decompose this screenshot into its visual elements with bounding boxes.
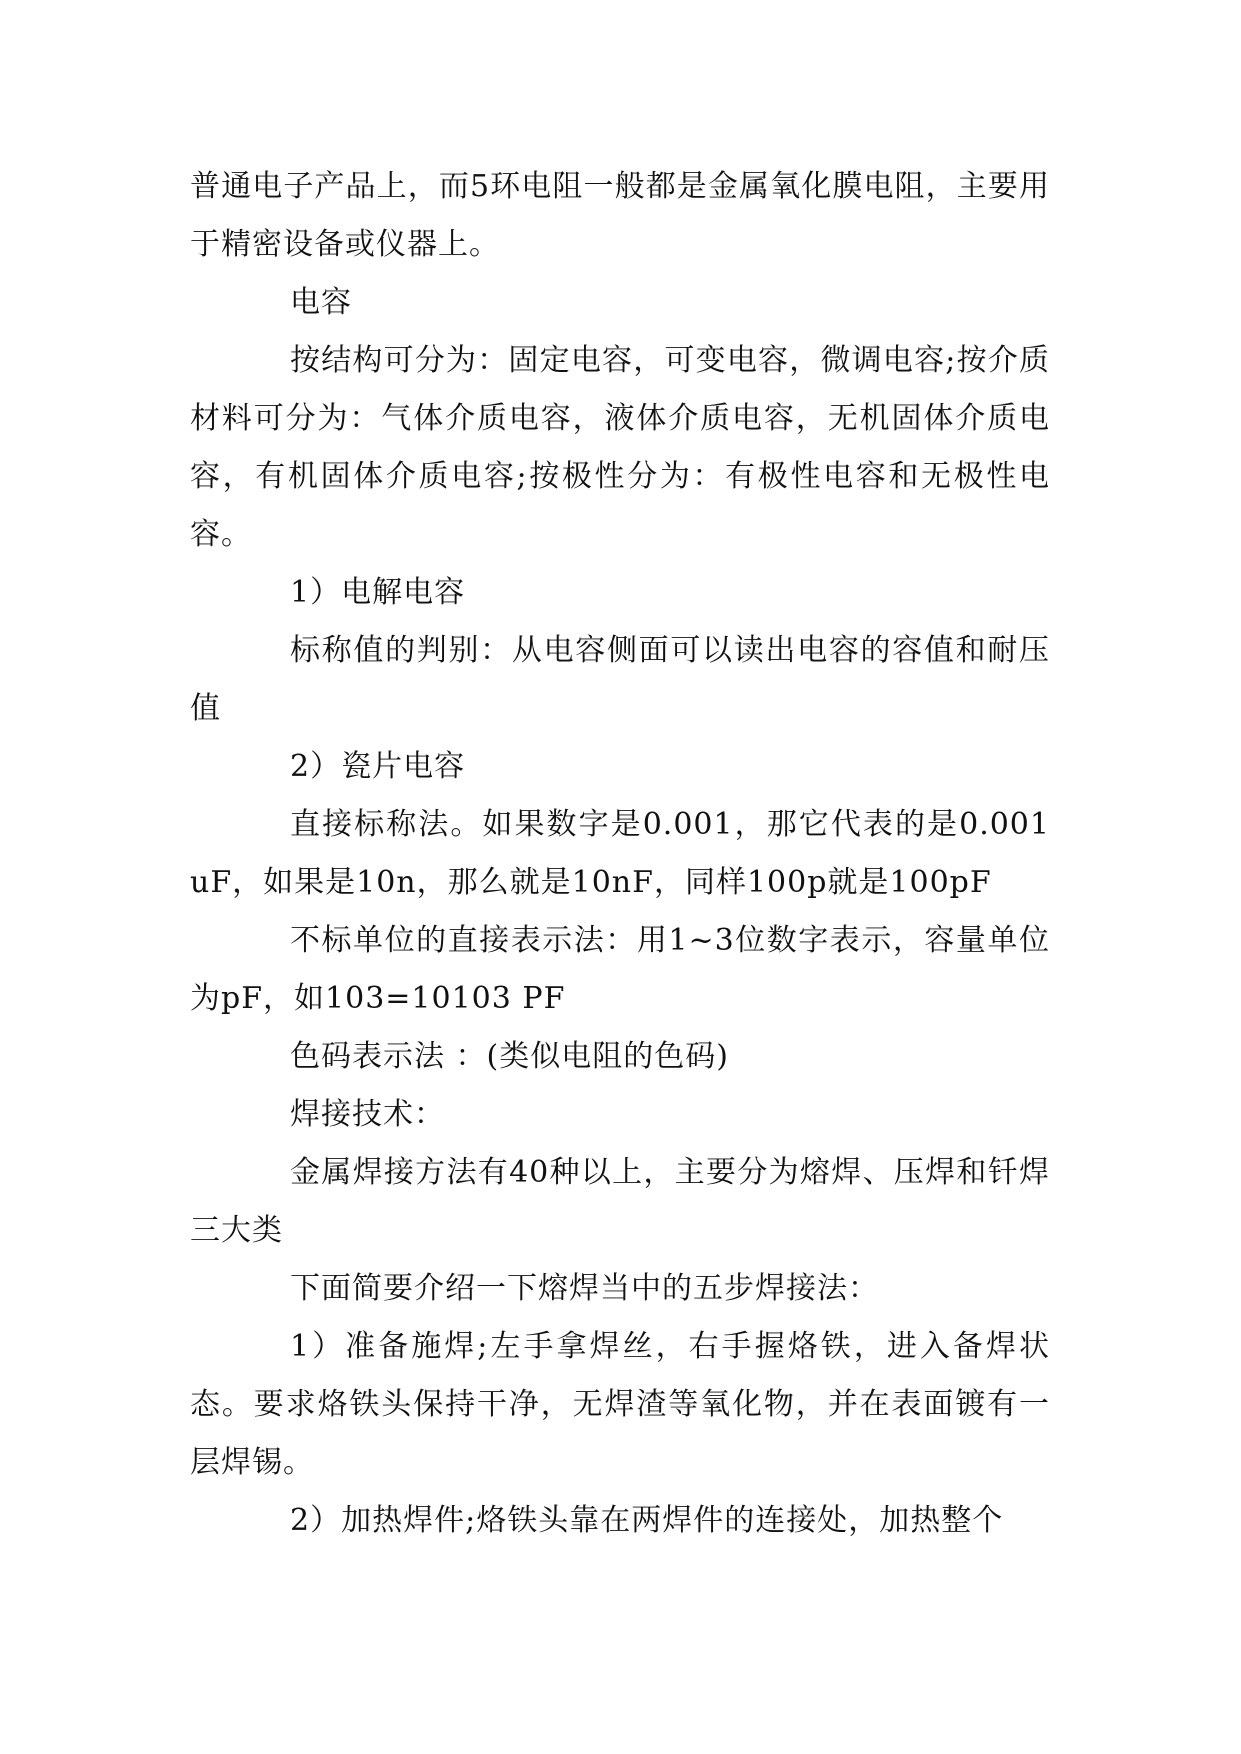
document-body: [190, 158, 1050, 1550]
paragraph-capacitor-types: 按结构可分为：固定电容，可变电容，微调电容;按介质材料可分为：气体介质电容，液体介质电容，无机固体介质电容，有机固体介质电容;按极性分为：有极性电容和无极性电容。: [190, 343, 1050, 552]
heading-soldering: 焊接技术：: [290, 1097, 445, 1132]
paragraph-five-step-intro: 下面简要介绍一下熔焊当中的五步焊接法：: [290, 1271, 879, 1306]
paragraph-continuation: 普通电子产品上，而5环电阻一般都是金属氧化膜电阻，主要用于精密设备或仪器上。: [190, 169, 1050, 262]
paragraph-unitless-marking: 不标单位的直接表示法：用1~3位数字表示，容量单位为pF，如103=10103 PF: [190, 923, 1050, 1016]
paragraph-nominal-value: 标称值的判别：从电容侧面可以读出电容的容值和耐压值: [190, 633, 1050, 726]
heading-capacitor: 电容: [290, 285, 352, 320]
subheading-ceramic: 2）瓷片电容: [290, 749, 466, 784]
paragraph-step-1: 1）准备施焊;左手拿焊丝，右手握烙铁，进入备焊状态。要求烙铁头保持干净，无焊渣等氧化物，并在表面镀有一层焊锡。: [190, 1329, 1050, 1480]
subheading-electrolytic: 1）电解电容: [290, 575, 466, 610]
paragraph-step-2: 2）加热焊件;烙铁头靠在两焊件的连接处，加热整个: [290, 1503, 1004, 1538]
paragraph-welding-methods: 金属焊接方法有40种以上，主要分为熔焊、压焊和钎焊三大类: [190, 1155, 1050, 1248]
paragraph-direct-marking: 直接标称法。如果数字是0.001，那它代表的是0.001uF，如果是10n，那么就是10nF，同样100p就是100pF: [190, 807, 1050, 900]
paragraph-color-code: 色码表示法 ：(类似电阻的色码): [290, 1039, 729, 1074]
